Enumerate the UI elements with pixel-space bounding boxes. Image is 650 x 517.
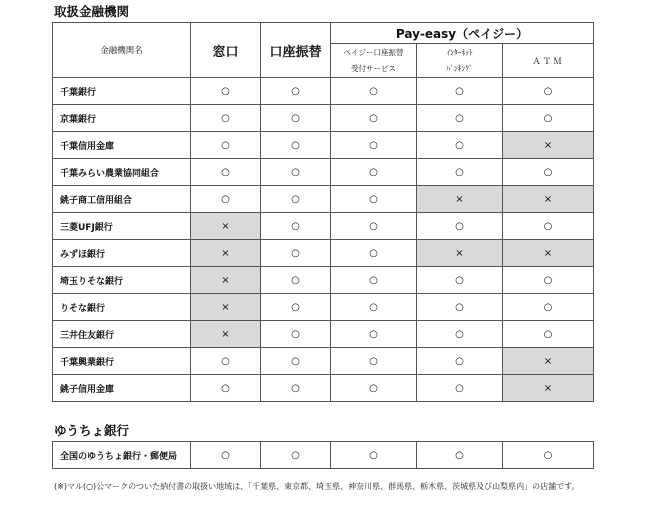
yucho-transfer: ○ <box>261 442 331 469</box>
cell-internet: ○ <box>417 321 503 348</box>
table-row <box>53 213 594 240</box>
bank-name: 銚子商工信用組合 <box>53 186 191 213</box>
cell-atm: × <box>503 132 594 159</box>
bank-name: 三井住友銀行 <box>53 321 191 348</box>
bank-name: 銚子信用金庫 <box>53 375 191 402</box>
cell-internet: ○ <box>417 294 503 321</box>
bank-name: みずほ銀行 <box>53 240 191 267</box>
cell-pe-transfer: ○ <box>331 213 417 240</box>
bank-name: 千葉銀行 <box>53 78 191 105</box>
header-atm: ＡＴＭ <box>503 44 594 78</box>
cell-transfer: ○ <box>261 321 331 348</box>
cell-transfer: ○ <box>261 159 331 186</box>
table-row <box>53 267 594 294</box>
cell-atm: ○ <box>503 321 594 348</box>
table-row <box>53 105 594 132</box>
cell-transfer: ○ <box>261 105 331 132</box>
table-row <box>53 294 594 321</box>
footnote: (※)マル(○)公マークのついた納付書の取扱い地域は、「千葉県、東京都、埼玉県、神奈川県、群馬県、栃木県、茨城県及び山梨県内」の店舗です。 <box>54 482 580 491</box>
yucho-window: ○ <box>191 442 261 469</box>
header-internet-banking <box>417 44 503 78</box>
yucho-title: ゆうちょ銀行 <box>54 423 130 438</box>
yucho-table <box>52 441 594 469</box>
cell-atm: ○ <box>503 159 594 186</box>
cell-atm: × <box>503 240 594 267</box>
cell-atm: ○ <box>503 294 594 321</box>
cell-window: × <box>191 321 261 348</box>
header-transfer: 口座振替 <box>261 23 331 78</box>
cell-window: ○ <box>191 132 261 159</box>
cell-internet: ○ <box>417 132 503 159</box>
cell-atm: ○ <box>503 78 594 105</box>
table-row <box>53 240 594 267</box>
cell-pe-transfer: ○ <box>331 240 417 267</box>
table-row <box>53 321 594 348</box>
bank-name: 京葉銀行 <box>53 105 191 132</box>
cell-pe-transfer: ○ <box>331 294 417 321</box>
bank-name: りそな銀行 <box>53 294 191 321</box>
section-title: 取扱金融機関 <box>54 4 130 19</box>
cell-window: ○ <box>191 105 261 132</box>
yucho-atm: ○ <box>503 442 594 469</box>
cell-internet: × <box>417 186 503 213</box>
cell-internet: ○ <box>417 159 503 186</box>
cell-transfer: ○ <box>261 213 331 240</box>
cell-atm: ○ <box>503 213 594 240</box>
cell-pe-transfer: ○ <box>331 78 417 105</box>
bank-name: 千葉みらい農業協同組合 <box>53 159 191 186</box>
bank-name: 千葉興業銀行 <box>53 348 191 375</box>
table-row <box>53 348 594 375</box>
table-row <box>53 132 594 159</box>
header-window: 窓口 <box>191 23 261 78</box>
cell-pe-transfer: ○ <box>331 105 417 132</box>
cell-pe-transfer: ○ <box>331 267 417 294</box>
yucho-row <box>53 442 594 469</box>
table-row <box>53 159 594 186</box>
cell-pe-transfer: ○ <box>331 186 417 213</box>
cell-pe-transfer: ○ <box>331 348 417 375</box>
yucho-payeasy-transfer: ○ <box>331 442 417 469</box>
header-payeasy-transfer-line1: ペイジー口座振替 <box>343 47 404 57</box>
cell-pe-transfer: ○ <box>331 321 417 348</box>
cell-transfer: ○ <box>261 294 331 321</box>
bank-name: 三菱UFJ銀行 <box>53 213 191 240</box>
cell-atm: × <box>503 348 594 375</box>
bank-name: 千葉信用金庫 <box>53 132 191 159</box>
cell-window: ○ <box>191 78 261 105</box>
cell-atm: ○ <box>503 105 594 132</box>
header-internet-line1: ｲﾝﾀｰﾈｯﾄ <box>446 47 473 57</box>
cell-internet: ○ <box>417 375 503 402</box>
cell-window: × <box>191 240 261 267</box>
cell-transfer: ○ <box>261 186 331 213</box>
cell-window: ○ <box>191 375 261 402</box>
cell-internet: × <box>417 240 503 267</box>
cell-window: × <box>191 294 261 321</box>
cell-transfer: ○ <box>261 267 331 294</box>
cell-window: × <box>191 213 261 240</box>
cell-atm: ○ <box>503 267 594 294</box>
cell-window: × <box>191 267 261 294</box>
yucho-internet: ○ <box>417 442 503 469</box>
header-bank-name: 金融機関名 <box>53 23 191 78</box>
cell-internet: ○ <box>417 267 503 294</box>
cell-transfer: ○ <box>261 132 331 159</box>
bank-name: 埼玉りそな銀行 <box>53 267 191 294</box>
cell-pe-transfer: ○ <box>331 132 417 159</box>
header-payeasy-transfer <box>331 44 417 78</box>
cell-atm: × <box>503 186 594 213</box>
header-payeasy-transfer-line2: 受付サービス <box>351 63 396 73</box>
cell-pe-transfer: ○ <box>331 375 417 402</box>
cell-internet: ○ <box>417 105 503 132</box>
table-row <box>53 186 594 213</box>
header-payeasy: Pay-easy（ペイジー） <box>331 23 594 44</box>
cell-pe-transfer: ○ <box>331 159 417 186</box>
cell-window: ○ <box>191 348 261 375</box>
table-row <box>53 78 594 105</box>
cell-internet: ○ <box>417 213 503 240</box>
cell-internet: ○ <box>417 78 503 105</box>
cell-internet: ○ <box>417 348 503 375</box>
cell-window: ○ <box>191 186 261 213</box>
cell-window: ○ <box>191 159 261 186</box>
cell-transfer: ○ <box>261 375 331 402</box>
bank-table <box>52 22 594 402</box>
cell-atm: × <box>503 375 594 402</box>
yucho-name: 全国のゆうちょ銀行・郵便局 <box>53 442 191 469</box>
cell-transfer: ○ <box>261 240 331 267</box>
cell-transfer: ○ <box>261 78 331 105</box>
header-internet-line2: ﾊﾞﾝｷﾝｸﾞ <box>446 63 473 73</box>
cell-transfer: ○ <box>261 348 331 375</box>
table-row <box>53 375 594 402</box>
